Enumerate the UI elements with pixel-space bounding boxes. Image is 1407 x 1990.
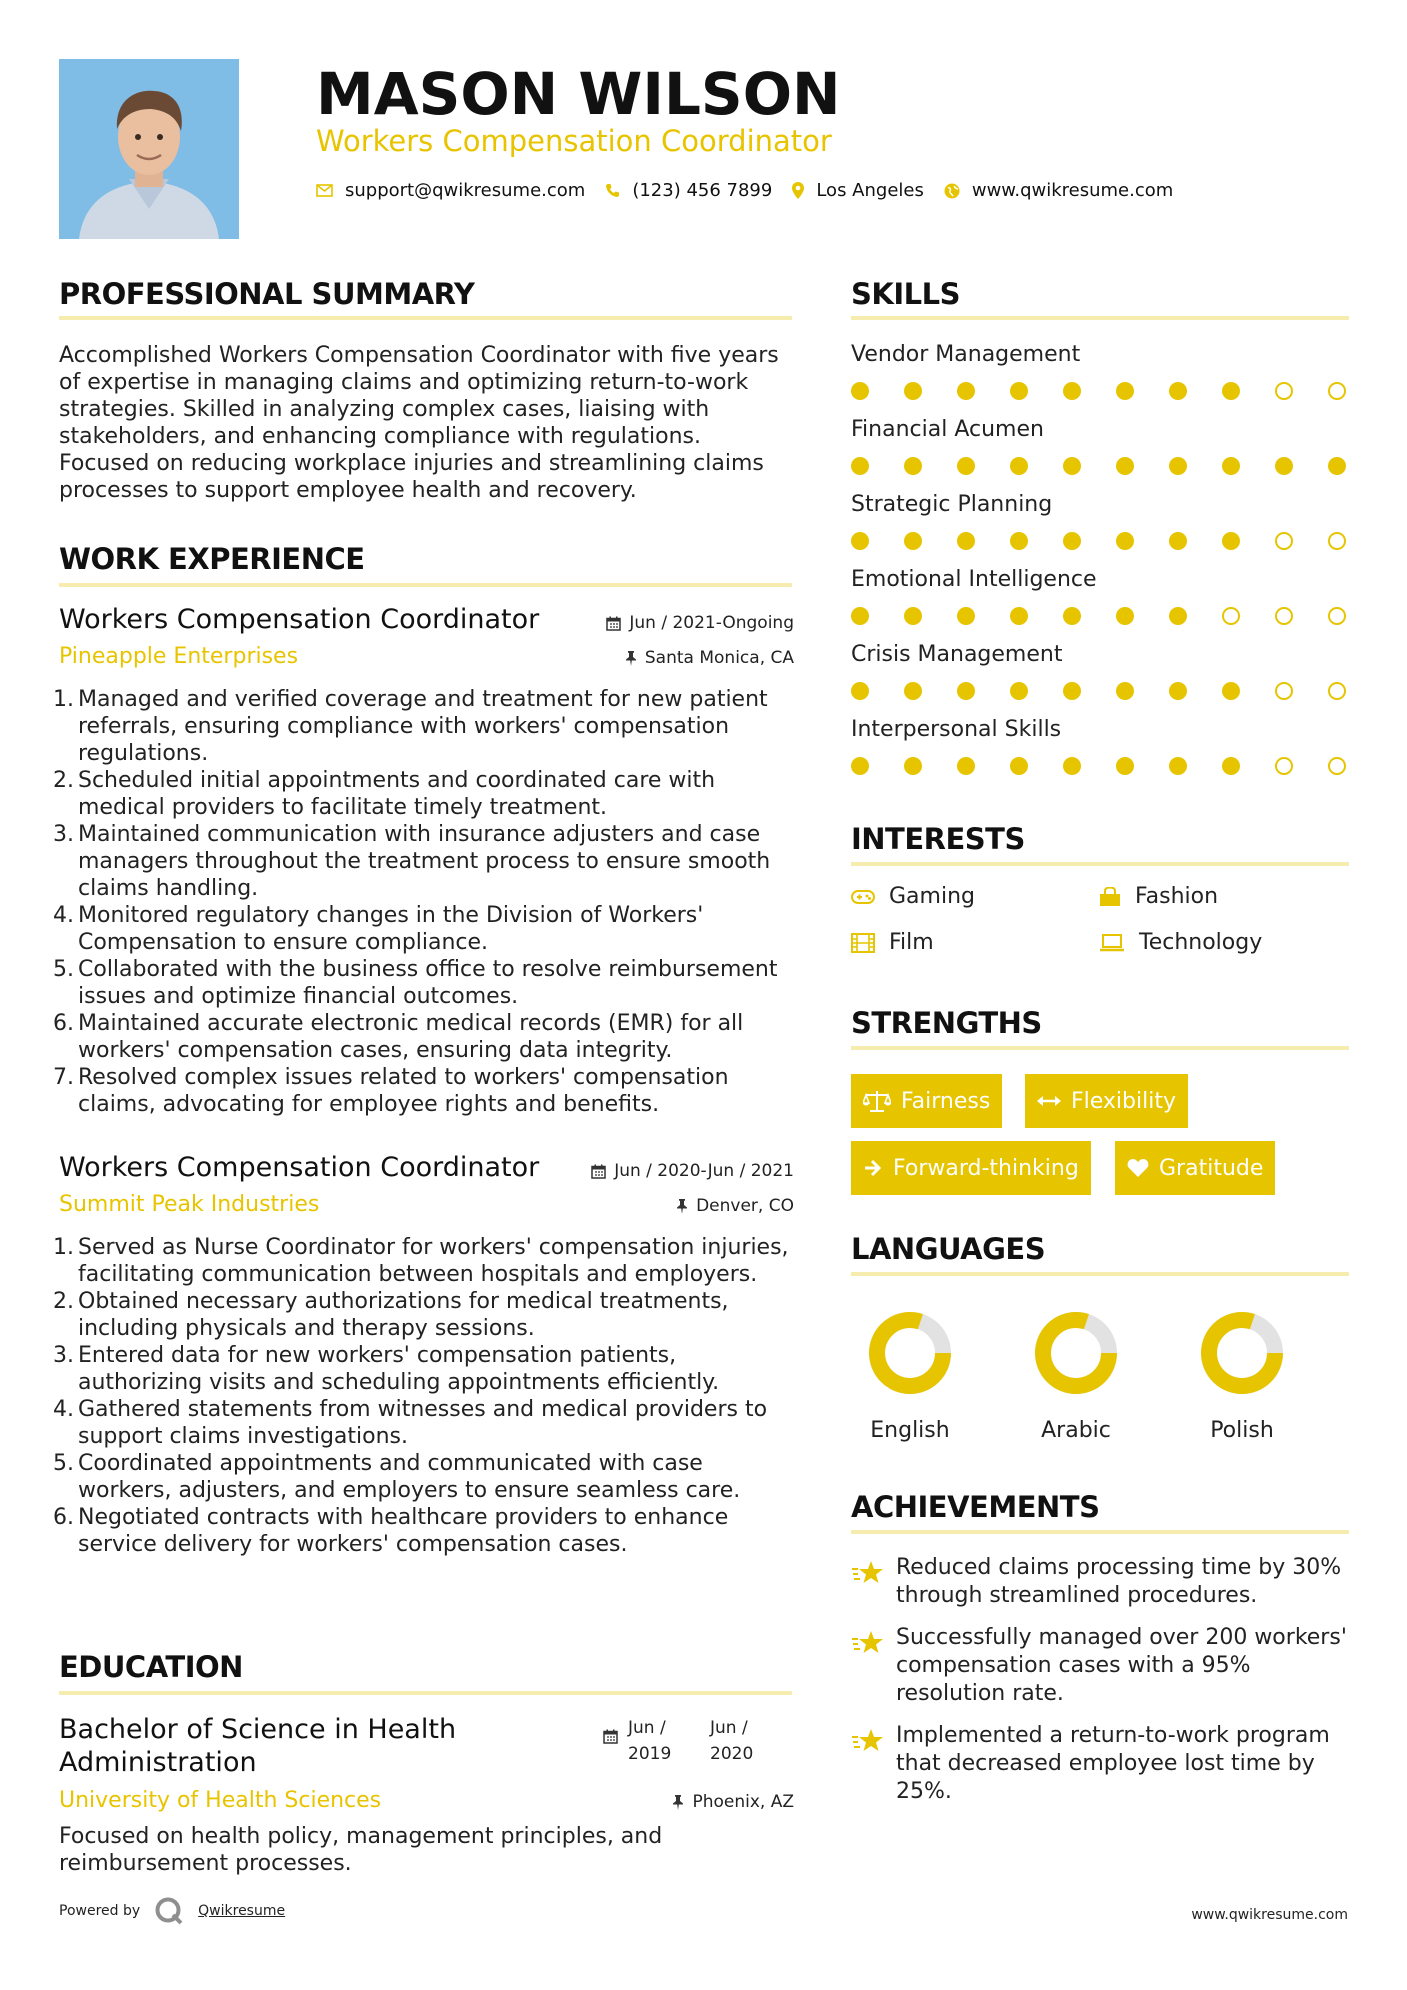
skill-dot-filled (1169, 457, 1187, 475)
strength-badge (851, 1141, 1091, 1195)
job-role: Workers Compensation Coordinator (59, 604, 540, 635)
interest-label: Technology (1139, 930, 1263, 955)
skill-dot-empty (1328, 607, 1346, 625)
job-entry-2 (53, 1152, 794, 1602)
job-role: Workers Compensation Coordinator (59, 1152, 540, 1183)
skill-dot-filled (1169, 757, 1187, 775)
list-item: 5. Coordinated appointments and communicated with case workers, adjusters, and employers to ensure seamless care. (53, 1451, 741, 1503)
skill-dot-filled (1063, 607, 1081, 625)
list-item: 6. Maintained accurate electronic medical records (EMR) for all workers' compensation cases, ensuring data integrity. (53, 1011, 744, 1063)
interest-item (851, 884, 975, 909)
arrows-horizontal-icon (1037, 1094, 1061, 1108)
skill-dot-filled (904, 532, 922, 550)
heart-icon (1127, 1158, 1149, 1178)
calendar-icon (591, 1164, 606, 1179)
skill-dot-filled (1222, 682, 1240, 700)
job-date (591, 1161, 794, 1181)
skill-dot-filled (1010, 382, 1028, 400)
language-ring (867, 1310, 953, 1396)
list-item: 6. Negotiated contracts with healthcare providers to enhance service delivery for workers' compensation cases. (53, 1505, 729, 1557)
summary-heading: PROFESSIONAL SUMMARY (59, 277, 475, 311)
arrow-right-icon (863, 1158, 883, 1178)
skill-name: Vendor Management (851, 342, 1081, 367)
start-year: 2019 (628, 1744, 672, 1764)
school-location-text: Phoenix, AZ (692, 1792, 794, 1812)
job-location-text: Denver, CO (696, 1196, 794, 1216)
skill-dot-filled (1222, 457, 1240, 475)
skill-dot-filled (1222, 382, 1240, 400)
skill-name: Crisis Management (851, 642, 1063, 667)
skill-dot-filled (957, 532, 975, 550)
bullet-text: Collaborated with the business office to resolve reimbursement issues and optimize financial outcomes. (78, 957, 778, 1009)
bullet-text: Resolved complex issues related to workers' compensation claims, advocating for employee rights and benefits. (78, 1065, 729, 1117)
globe-icon (944, 183, 960, 199)
shopping-bag-icon (1099, 887, 1121, 907)
end-date (710, 1715, 792, 1767)
contact-location (792, 180, 924, 201)
interest-item (1099, 884, 1218, 909)
bullet-text: Negotiated contracts with healthcare providers to enhance service delivery for workers' compensation cases. (78, 1505, 729, 1557)
star-icon (851, 1630, 885, 1656)
skills-heading: SKILLS (851, 277, 960, 311)
map-marker-icon (792, 182, 804, 199)
list-item: 2. Scheduled initial appointments and coordinated care with medical providers to facilitate timely treatment. (53, 768, 716, 820)
skill-item (851, 417, 1351, 449)
job-entry-1 (53, 604, 794, 1124)
skill-item (851, 567, 1351, 599)
skill-dot-filled (851, 607, 869, 625)
language-ring (1199, 1310, 1285, 1396)
skill-name: Emotional Intelligence (851, 567, 1097, 592)
person-portrait-icon (59, 59, 239, 239)
start-month: Jun / (628, 1718, 666, 1738)
job-location (676, 1196, 794, 1216)
email-text: support@qwikresume.com (345, 180, 586, 201)
language-item (1016, 1310, 1136, 1443)
achievement-item (851, 1722, 1361, 1810)
skill-dot-filled (957, 607, 975, 625)
skill-dot-filled (851, 757, 869, 775)
qwikresume-logo-icon (154, 1896, 184, 1926)
achievements-divider (851, 1530, 1349, 1534)
language-item (1182, 1310, 1302, 1443)
job-date-text: Jun / 2021-Ongoing (629, 613, 794, 633)
skill-dot-empty (1275, 757, 1293, 775)
skill-dot-filled (1169, 607, 1187, 625)
skill-dot-filled (1010, 607, 1028, 625)
brand-link[interactable]: Qwikresume (198, 1903, 286, 1919)
skill-dot-filled (1116, 682, 1134, 700)
envelope-icon (316, 184, 333, 197)
skill-dot-filled (851, 382, 869, 400)
skill-dot-empty (1275, 532, 1293, 550)
strength-badge (851, 1074, 1002, 1128)
footer-branding (59, 1896, 285, 1926)
skill-dot-empty (1328, 532, 1346, 550)
skill-name: Interpersonal Skills (851, 717, 1062, 742)
bullet-text: Gathered statements from witnesses and medical providers to support claims investigations. (78, 1397, 768, 1449)
bullet-text: Entered data for new workers' compensation patients, authorizing visits and scheduling appointments efficiently. (78, 1343, 720, 1395)
job-location (625, 648, 794, 668)
list-item: 7. Resolved complex issues related to workers' compensation claims, advocating for employee rights and benefits. (53, 1065, 729, 1117)
bullet-text: Maintained accurate electronic medical records (EMR) for all workers' compensation cases, ensuring data integrity. (78, 1011, 744, 1063)
list-item: 4. Monitored regulatory changes in the Division of Workers' Compensation to ensure compliance. (53, 903, 704, 955)
skill-dot-filled (1063, 757, 1081, 775)
experience-divider (59, 583, 792, 587)
end-year: 2020 (710, 1744, 754, 1764)
skill-dot-filled (1169, 532, 1187, 550)
skill-dot-empty (1328, 382, 1346, 400)
phone-icon (605, 183, 620, 198)
skill-name: Strategic Planning (851, 492, 1053, 517)
phone-text: (123) 456 7899 (632, 180, 773, 201)
summary-text: Accomplished Workers Compensation Coordinator with five years of expertise in managing claims and optimizing return-to-work strategies. Skilled in analyzing complex cases, liaising with stakeholders, and enhancing compliance with regulations. Focused on reducing workplace injuries and streamlining claims processes to support employee health and recovery. (59, 343, 779, 503)
skill-dot-empty (1275, 607, 1293, 625)
achievements-heading: ACHIEVEMENTS (851, 1490, 1100, 1524)
language-ring (1033, 1310, 1119, 1396)
skill-dot-filled (957, 457, 975, 475)
interests-divider (851, 862, 1349, 866)
laptop-icon (1099, 934, 1125, 952)
languages-divider (851, 1272, 1349, 1276)
job-bullet-list (53, 1234, 799, 1558)
strength-label: Flexibility (1071, 1088, 1176, 1114)
skill-dot-filled (904, 457, 922, 475)
skill-dot-filled (1116, 382, 1134, 400)
skill-dot-filled (904, 607, 922, 625)
job-date-text: Jun / 2020-Jun / 2021 (614, 1161, 794, 1181)
strength-badge (1025, 1074, 1188, 1128)
skill-dot-filled (1010, 757, 1028, 775)
language-item (850, 1310, 970, 1443)
bullet-text: Monitored regulatory changes in the Division of Workers' Compensation to ensure compliance. (78, 903, 704, 955)
skill-dot-filled (1222, 757, 1240, 775)
education-divider (59, 1691, 792, 1695)
skill-dot-filled (904, 757, 922, 775)
skill-dot-filled (957, 382, 975, 400)
pushpin-icon (676, 1199, 688, 1214)
school-name: University of Health Sciences (59, 1788, 382, 1813)
powered-by-label: Powered by (59, 1903, 141, 1919)
website-text: www.qwikresume.com (971, 180, 1174, 201)
interests-heading: INTERESTS (851, 822, 1025, 856)
skill-dot-filled (851, 457, 869, 475)
bullet-text: Maintained communication with insurance adjusters and case managers throughout the treatment process to ensure smooth claims handling. (78, 822, 771, 901)
strengths-divider (851, 1046, 1349, 1050)
education-heading: EDUCATION (59, 1650, 243, 1684)
candidate-title: Workers Compensation Coordinator (316, 124, 832, 158)
interest-item (851, 930, 934, 955)
contact-email[interactable] (316, 180, 585, 201)
interest-item (1099, 930, 1262, 955)
list-item: 1. Managed and verified coverage and treatment for new patient referrals, ensuring compliance with workers' compensation regulations. (53, 687, 768, 766)
list-item: 3. Maintained communication with insurance adjusters and case managers throughout the treatment process to ensure smooth claims handling. (53, 822, 771, 901)
skill-dot-filled (904, 682, 922, 700)
skill-dot-filled (1222, 532, 1240, 550)
job-company: Summit Peak Industries (59, 1192, 320, 1217)
achievement-text: Implemented a return-to-work program that decreased employee lost time by 25%. (896, 1723, 1330, 1804)
star-icon (851, 1728, 885, 1754)
list-item: 4. Gathered statements from witnesses and medical providers to support claims investigations. (53, 1397, 768, 1449)
list-item: 3. Entered data for new workers' compensation patients, authorizing visits and scheduling appointments efficiently. (53, 1343, 720, 1395)
bullet-text: Served as Nurse Coordinator for workers' compensation injuries, facilitating communication between hospitals and employers. (78, 1235, 789, 1287)
summary-divider (59, 316, 792, 320)
achievement-item (851, 1624, 1361, 1712)
skill-dot-filled (1169, 382, 1187, 400)
education-description: Focused on health policy, management principles, and reimbursement processes. (59, 1824, 663, 1876)
calendar-icon (606, 616, 621, 631)
achievement-text: Successfully managed over 200 workers' compensation cases with a 95% resolution rate. (896, 1625, 1347, 1706)
contact-bar (316, 180, 1193, 201)
education-dates (603, 1715, 792, 1767)
achievement-text: Reduced claims processing time by 30% through streamlined procedures. (896, 1555, 1342, 1608)
job-location-text: Santa Monica, CA (644, 648, 794, 668)
bullet-text: Coordinated appointments and communicated with case workers, adjusters, and employers to ensure seamless care. (78, 1451, 741, 1503)
end-month: Jun / (710, 1718, 748, 1738)
job-date (606, 613, 794, 633)
bullet-text: Obtained necessary authorizations for medical treatments, including physicals and therapy sessions. (78, 1289, 729, 1341)
bullet-text: Managed and verified coverage and treatment for new patient referrals, ensuring compliance with workers' compensation regulations. (78, 687, 768, 766)
experience-heading: WORK EXPERIENCE (59, 542, 365, 576)
list-item: 1. Served as Nurse Coordinator for workers' compensation injuries, facilitating communication between hospitals and employers. (53, 1235, 789, 1287)
language-label: Polish (1210, 1418, 1274, 1443)
skill-dot-filled (1010, 532, 1028, 550)
location-text: Los Angeles (816, 180, 924, 201)
strength-badge (1115, 1141, 1275, 1195)
skill-dot-filled (957, 682, 975, 700)
skills-divider (851, 316, 1349, 320)
job-company: Pineapple Enterprises (59, 644, 299, 669)
strength-label: Forward-thinking (893, 1155, 1079, 1181)
skill-dot-filled (1328, 457, 1346, 475)
skill-item (851, 342, 1351, 374)
skill-dot-empty (1275, 382, 1293, 400)
skill-dot-filled (957, 757, 975, 775)
skill-dot-empty (1328, 682, 1346, 700)
skill-dot-filled (1116, 757, 1134, 775)
contact-website[interactable] (944, 180, 1173, 201)
list-item: 5. Collaborated with the business office to resolve reimbursement issues and optimize financial outcomes. (53, 957, 778, 1009)
skill-dot-filled (851, 682, 869, 700)
candidate-name: MASON WILSON (316, 60, 841, 128)
start-date (628, 1715, 710, 1767)
school-location (672, 1792, 794, 1812)
skill-item (851, 717, 1351, 749)
skill-dot-filled (851, 532, 869, 550)
skill-dot-empty (1222, 607, 1240, 625)
profile-photo (59, 59, 239, 239)
language-label: English (870, 1418, 950, 1443)
skill-dot-filled (1116, 532, 1134, 550)
skill-name: Financial Acumen (851, 417, 1044, 442)
gamepad-icon (851, 889, 875, 905)
languages-heading: LANGUAGES (851, 1232, 1046, 1266)
skill-dot-filled (1010, 682, 1028, 700)
skill-dot-filled (1116, 607, 1134, 625)
language-label: Arabic (1041, 1418, 1111, 1443)
footer-website[interactable]: www.qwikresume.com (1191, 1907, 1348, 1923)
skill-dot-filled (1169, 682, 1187, 700)
achievement-item (851, 1554, 1361, 1614)
interest-label: Fashion (1135, 884, 1219, 909)
balance-scale-icon (863, 1090, 891, 1112)
skill-dot-filled (1116, 457, 1134, 475)
interest-label: Gaming (889, 884, 975, 909)
skill-dot-filled (1063, 382, 1081, 400)
strengths-heading: STRENGTHS (851, 1006, 1042, 1040)
skill-dot-filled (904, 382, 922, 400)
film-icon (851, 933, 875, 953)
skill-item (851, 642, 1351, 674)
pushpin-icon (625, 651, 637, 666)
contact-phone[interactable] (605, 180, 772, 201)
skill-dot-filled (1063, 682, 1081, 700)
interest-label: Film (889, 930, 934, 955)
pushpin-icon (672, 1795, 684, 1810)
skill-dot-filled (1275, 457, 1293, 475)
star-icon (851, 1560, 885, 1586)
skill-dot-filled (1063, 457, 1081, 475)
strength-label: Fairness (901, 1088, 991, 1114)
list-item: 2. Obtained necessary authorizations for medical treatments, including physicals and therapy sessions. (53, 1289, 729, 1341)
degree-title: Bachelor of Science in Health Administration (59, 1714, 457, 1778)
calendar-icon (603, 1729, 618, 1744)
strength-label: Gratitude (1159, 1155, 1264, 1181)
bullet-text: Scheduled initial appointments and coordinated care with medical providers to facilitate timely treatment. (78, 768, 716, 820)
job-bullet-list (53, 686, 799, 1118)
skill-dot-filled (1063, 532, 1081, 550)
skill-dot-filled (1010, 457, 1028, 475)
skill-dot-empty (1275, 682, 1293, 700)
skill-dot-empty (1328, 757, 1346, 775)
skill-item (851, 492, 1351, 524)
